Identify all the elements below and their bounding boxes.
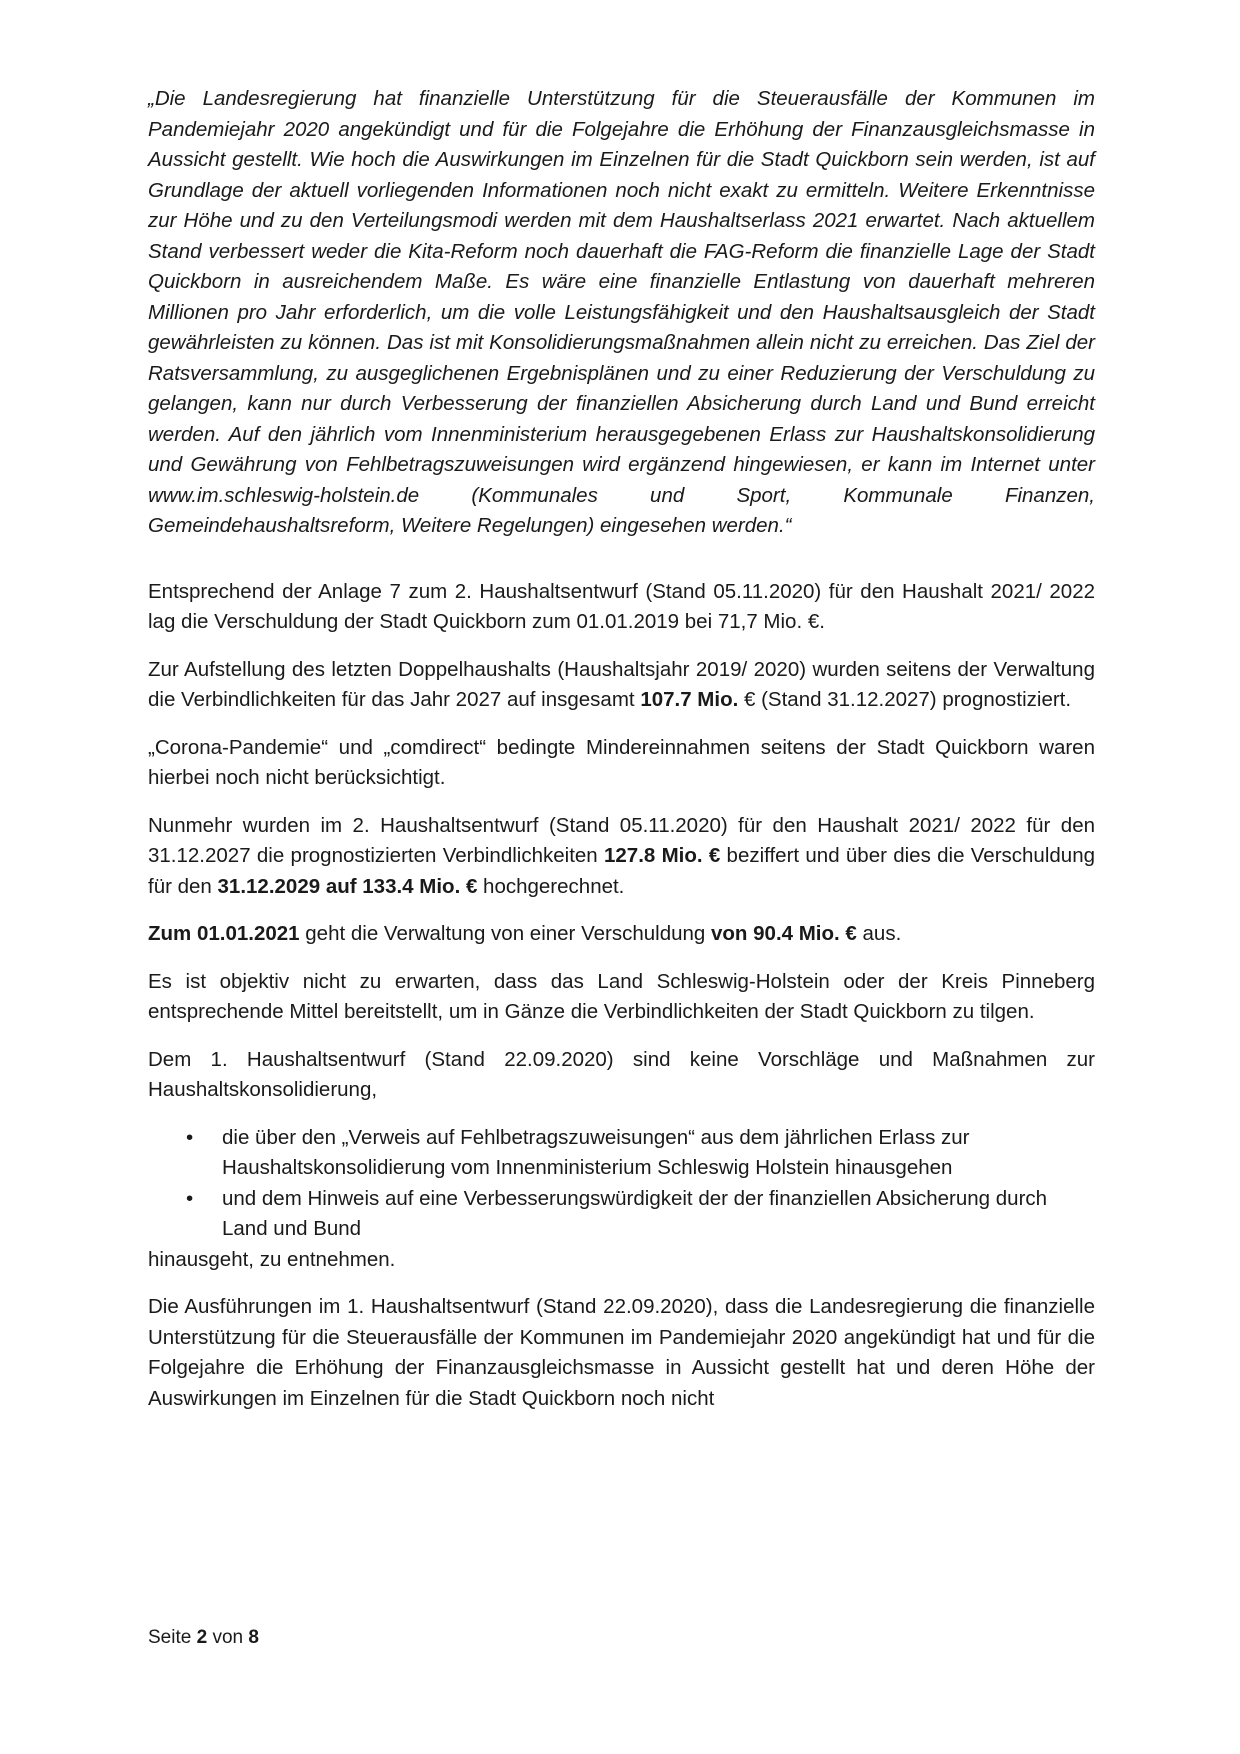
bullet-list xyxy=(148,1123,1095,1245)
paragraph-debt-2021: Zum 01.01.2021 geht die Verwaltung von einer Verschuldung von 90.4 Mio. € aus. xyxy=(148,922,902,945)
paragraph-forecast-2027: Zur Aufstellung des letzten Doppelhaushalts (Haushaltsjahr 2019/ 2020) wurden seitens der Verwaltung die Verbindlichkeiten für das Jahr 2027 auf insgesamt 107.7 Mio. € (Stand 31.12.2027) prognostiziert. xyxy=(148,657,1095,711)
list-item: • und dem Hinweis auf eine Verbesserungswürdigkeit der der finanziellen Absicherung durch Land und Bund xyxy=(148,1184,1095,1245)
bullet-icon: • xyxy=(186,1125,194,1149)
page-footer: Seite 2 von 8 xyxy=(148,1627,259,1648)
list-item: • die über den „Verweis auf Fehlbetragszuweisungen“ aus dem jährlichen Erlass zur Haushaltskonsolidierung vom Innenministerium Schleswig Holstein hinausgehen xyxy=(148,1123,1095,1184)
date-2021: Zum 01.01.2021 xyxy=(148,922,300,945)
quoted-paragraph: „Die Landesregierung hat finanzielle Unterstützung für die Steuerausfälle der Kommunen im Pandemiejahr 2020 angekündigt und für die Folgejahre die Erhöhung der Finanzausgleichsmasse in Aussicht gestellt. Wie hoch die Auswirkungen im Einzelnen für die Stadt Quickborn sein werden, ist auf Grundlage der aktuell vorliegenden Informationen noch nicht exakt zu ermitteln. Weitere Erkenntnisse zur Höhe und zu den Verteilungsmodi werden mit dem Haushaltserlass 2021 erwartet. Nach aktuellem Stand verbessert weder die Kita-Reform noch dauerhaft die FAG-Reform die finanzielle Lage der Stadt Quickborn in ausreichendem Maße. Es wäre eine finanzielle Entlastung von dauerhaft mehreren Millionen pro Jahr erforderlich, um die volle Leistungsfähigkeit und den Haushaltsausgleich der Stadt gewährleisten zu können. Das ist mit Konsolidierungsmaßnahmen allein nicht zu erreichen. Das Ziel der Ratsversammlung, zu ausgeglichenen Ergebnisplänen und zu einer Reduzierung der Verschuldung zu gelangen, kann nur durch Verbesserung der finanziellen Absicherung durch Land und Bund erreicht werden. Auf den jährlich vom Innenministerium herausgegebenen Erlass zur Haushaltskonsolidierung und Gewährung von Fehlbetragszuweisungen wird ergänzend hingewiesen, er kann im Internet unter www.im.schleswig-holstein.de (Kommunales und Sport, Kommunale Finanzen, Gemeindehaushaltsreform, Weitere Regelungen) eingesehen werden.“ xyxy=(148,87,1095,537)
paragraph-revenue-shortfall: „Corona-Pandemie“ und „comdirect“ bedingte Mindereinnahmen seitens der Stadt Quickborn waren hierbei noch nicht berücksichtigt. xyxy=(148,735,1095,789)
document-page xyxy=(148,84,1095,1431)
paragraph-new-forecast: Nunmehr wurden im 2. Haushaltsentwurf (Stand 05.11.2020) für den Haushalt 2021/ 2022 für den 31.12.2027 die prognostizierten Verbindlichkeiten 127.8 Mio. € beziffert und über dies die Verschuldung für den 31.12.2029 auf 133.4 Mio. € hochgerechnet. xyxy=(148,813,1095,898)
paragraph-no-funds: Es ist objektiv nicht zu erwarten, dass das Land Schleswig-Holstein oder der Kreis Pinneberg entsprechende Mittel bereitstellt, um in Gänze die Verbindlichkeiten der Stadt Quickborn zu tilgen. xyxy=(148,969,1095,1023)
page-number: 2 xyxy=(196,1627,208,1648)
paragraph-after-list: hinausgeht, zu entnehmen. xyxy=(148,1247,396,1271)
page-total: 8 xyxy=(248,1627,259,1648)
bullet-icon: • xyxy=(186,1186,194,1210)
paragraph-debt-2019: Entsprechend der Anlage 7 zum 2. Haushaltsentwurf (Stand 05.11.2020) für den Haushalt 2021/ 2022 lag die Verschuldung der Stadt Quickborn zum 01.01.2019 bei 71,7 Mio. €. xyxy=(148,579,1095,633)
debt-2021-value: von 90.4 Mio. € xyxy=(711,922,857,945)
paragraph-draft-1: Dem 1. Haushaltsentwurf (Stand 22.09.2020) sind keine Vorschläge und Maßnahmen zur Haushaltskonsolidierung, xyxy=(148,1047,1095,1101)
paragraph-remarks: Die Ausführungen im 1. Haushaltsentwurf (Stand 22.09.2020), dass die Landesregierung die finanzielle Unterstützung für die Steuerausfälle der Kommunen im Pandemiejahr 2020 angekündigt hat und für die Folgejahre die Erhöhung der Finanzausgleichsmasse in Aussicht gestellt hat und deren Höhe der Auswirkungen im Einzelnen für die Stadt Quickborn noch nicht xyxy=(148,1295,1095,1410)
forecast-value: 107.7 Mio. xyxy=(640,688,739,711)
forecast-2027-value: 127.8 Mio. € xyxy=(603,844,721,867)
forecast-2029-value: 31.12.2029 auf 133.4 Mio. € xyxy=(217,874,478,898)
